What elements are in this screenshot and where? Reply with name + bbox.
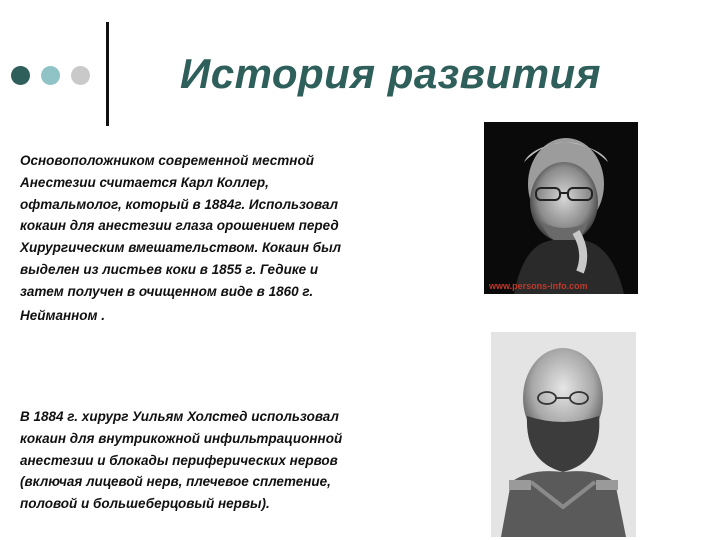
text-line: Основоположником современной местной	[20, 153, 314, 168]
paragraph-koller	[20, 150, 370, 303]
bullet-dot-light	[41, 66, 60, 85]
paragraph-halsted	[20, 406, 380, 515]
text-line: кокаин для внутрикожной инфильтрационной	[20, 430, 343, 446]
text-line: кокаин для анестезии глаза орошением перед	[20, 218, 339, 234]
bullet-dot-gray	[71, 66, 90, 85]
text-line: (включая лицевой нерв, плечевое сплетение,	[20, 474, 331, 490]
title-divider	[106, 22, 109, 126]
text-line: половой и большеберцовый нервы).	[20, 496, 270, 512]
text-line: Анестезии считается Карл Коллер,	[20, 174, 269, 190]
text-line: затем получен в очищенном виде в 1860 г.	[20, 283, 314, 299]
text-line: В 1884 г. хирург Уильям Холстед использовал	[20, 409, 339, 424]
paragraph-neumann: Нейманном .	[20, 308, 106, 323]
watermark-text: www.persons-info.com	[489, 281, 588, 291]
text-line: Хирургическим вмешательством. Кокаин был	[20, 240, 342, 256]
text-line: анестезии и блокады периферических нервов	[20, 452, 338, 468]
portrait-halsted	[491, 332, 636, 537]
text-line: выделен из листьев коки в 1855 г. Гедике и	[20, 261, 319, 277]
portrait-koller	[484, 122, 638, 294]
slide-title: История развития	[180, 50, 601, 97]
bullet-dot-dark	[11, 66, 30, 85]
text-line: офтальмолог, который в 1884г. Использовал	[20, 196, 339, 212]
